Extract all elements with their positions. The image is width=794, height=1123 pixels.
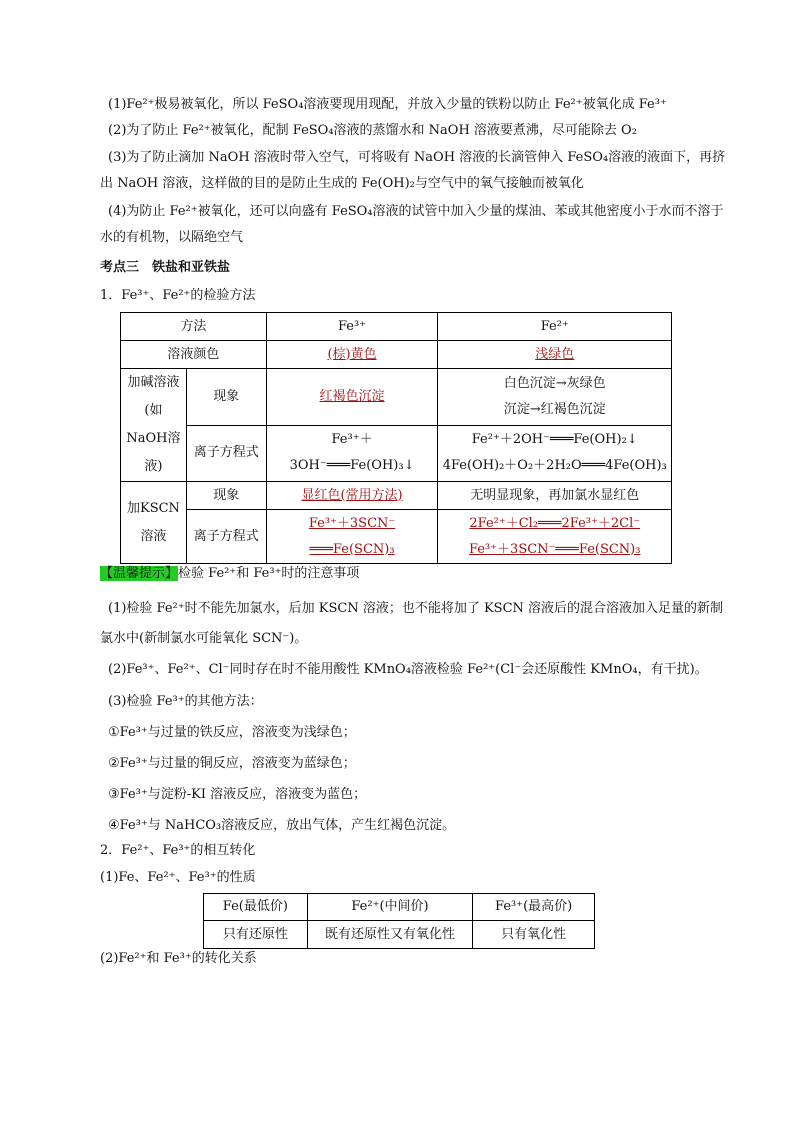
tip-2: (2)Fe³⁺、Fe²⁺、Cl⁻同时存在时不能用酸性 KMnO₄溶液检验 Fe²⁺(Cl⁻会还原酸性 KMnO₄，有干扰)。 — [108, 662, 708, 677]
group-alkali-label: 加碱溶液(如NaOH溶液) — [121, 369, 187, 482]
tip-4: ①Fe³⁺与过量的铁反应，溶液变为浅绿色； — [108, 725, 356, 740]
kscn-fe2-equation-1: 2Fe²⁺＋Cl₂═══2Fe³⁺＋2Cl⁻ — [469, 515, 641, 531]
prop-header-fe2: Fe²⁺(中间价) — [307, 894, 473, 921]
paragraph-2: (2)为了防止 Fe²⁺被氧化，配制 FeSO₄溶液的蒸馏水和 NaOH 溶液要煮沸，尽可能除去 O₂ — [108, 123, 637, 138]
tip-7: ④Fe³⁺与 NaHCO₃溶液反应，放出气体，产生红褐色沉淀。 — [108, 818, 456, 833]
kscn-fe2-equation-2: Fe³⁺＋3SCN⁻═══Fe(SCN)₃ — [468, 541, 641, 557]
fe2-color: 浅绿色 — [535, 346, 575, 362]
alkali-fe2-phenomenon-2: 沉淀→红褐色沉淀 — [503, 401, 606, 417]
alkali-fe2-phenomenon-1: 白色沉淀→灰绿色 — [503, 375, 606, 391]
alkali-phenomenon-label: 现象 — [186, 369, 266, 426]
tip-heading — [100, 561, 726, 587]
header-fe3: Fe³⁺ — [266, 313, 438, 341]
tip-1: (1)检验 Fe²⁺时不能先加氯水，后加 KSCN 溶液；也不能将加了 KSCN 溶液后的混合溶液加入足量的新制氯水中(新制氯水可能氧化 SCN⁻)。 — [100, 601, 724, 646]
alkali-fe3-equation: Fe³⁺＋3OH⁻═══Fe(OH)₃↓ — [266, 425, 438, 482]
alkali-fe2-equation-2: 4Fe(OH)₂＋O₂＋2H₂O═══4Fe(OH)₃ — [442, 458, 667, 474]
tip-5: ②Fe³⁺与过量的铜反应，溶液变为蓝绿色； — [108, 756, 356, 771]
alkali-fe3-phenomenon: 红褐色沉淀 — [319, 388, 385, 404]
tip-3: (3)检验 Fe³⁺的其他方法： — [108, 694, 263, 709]
subheading-1: 1．Fe³⁺、Fe²⁺的检验方法 — [100, 288, 256, 303]
section-heading: 考点三 铁盐和亚铁盐 — [100, 260, 231, 275]
row-color-label: 溶液颜色 — [121, 341, 267, 369]
tip-badge: 【温馨提示】 — [100, 566, 179, 581]
paragraph-4: (4)为防止 Fe²⁺被氧化，还可以向盛有 FeSO₄溶液的试管中加入少量的煤油、苯或其他密度小于水而不溶于水的有机物，以隔绝空气 — [100, 204, 724, 245]
prop-fe: 只有还原性 — [204, 921, 308, 949]
alkali-fe2-equation-1: Fe²⁺＋2OH⁻═══Fe(OH)₂↓ — [471, 432, 638, 448]
header-fe2: Fe²⁺ — [438, 313, 672, 341]
kscn-fe3-phenomenon: 显红色(常用方法) — [301, 487, 403, 503]
tip-6: ③Fe³⁺与淀粉-KI 溶液反应，溶液变为蓝色； — [108, 787, 367, 802]
section-2-sub2: (2)Fe²⁺和 Fe³⁺的转化关系 — [100, 951, 257, 966]
prop-header-fe: Fe(最低价) — [204, 894, 308, 921]
kscn-fe2-phenomenon: 无明显现象，再加氯水显红色 — [470, 487, 640, 503]
kscn-fe3-equation-2: ═══Fe(SCN)₃ — [309, 541, 395, 557]
fe3-color: (棕)黄色 — [327, 346, 377, 362]
tip-title: 检验 Fe²⁺和 Fe³⁺时的注意事项 — [178, 566, 360, 581]
paragraph-3: (3)为了防止滴加 NaOH 溶液时带入空气，可将吸有 NaOH 溶液的长滴管伸入 FeSO₄溶液的液面下，再挤出 NaOH 溶液，这样做的目的是防止生成的 Fe(OH)₂与空气中的氧气接触而被氧化 — [100, 150, 726, 191]
header-method: 方法 — [121, 313, 267, 341]
prop-header-fe3: Fe³⁺(最高价) — [473, 894, 595, 921]
alkali-equation-label: 离子方程式 — [186, 425, 266, 482]
group-kscn-label: 加KSCN溶液 — [121, 482, 187, 564]
detection-table — [120, 312, 672, 564]
kscn-equation-label: 离子方程式 — [186, 510, 266, 564]
paragraph-1: (1)Fe²⁺极易被氧化，所以 FeSO₄溶液要现用现配，并放入少量的铁粉以防止 Fe²⁺被氧化成 Fe³⁺ — [108, 97, 667, 112]
section-2-sub: (1)Fe、Fe²⁺、Fe³⁺的性质 — [100, 870, 256, 885]
properties-table — [203, 893, 595, 949]
prop-fe3: 只有氧化性 — [473, 921, 595, 949]
prop-fe2: 既有还原性又有氧化性 — [307, 921, 473, 949]
kscn-phenomenon-label: 现象 — [186, 482, 266, 510]
section-2-title: 2．Fe²⁺、Fe³⁺的相互转化 — [100, 843, 256, 858]
kscn-fe3-equation-1: Fe³⁺＋3SCN⁻ — [308, 515, 396, 531]
